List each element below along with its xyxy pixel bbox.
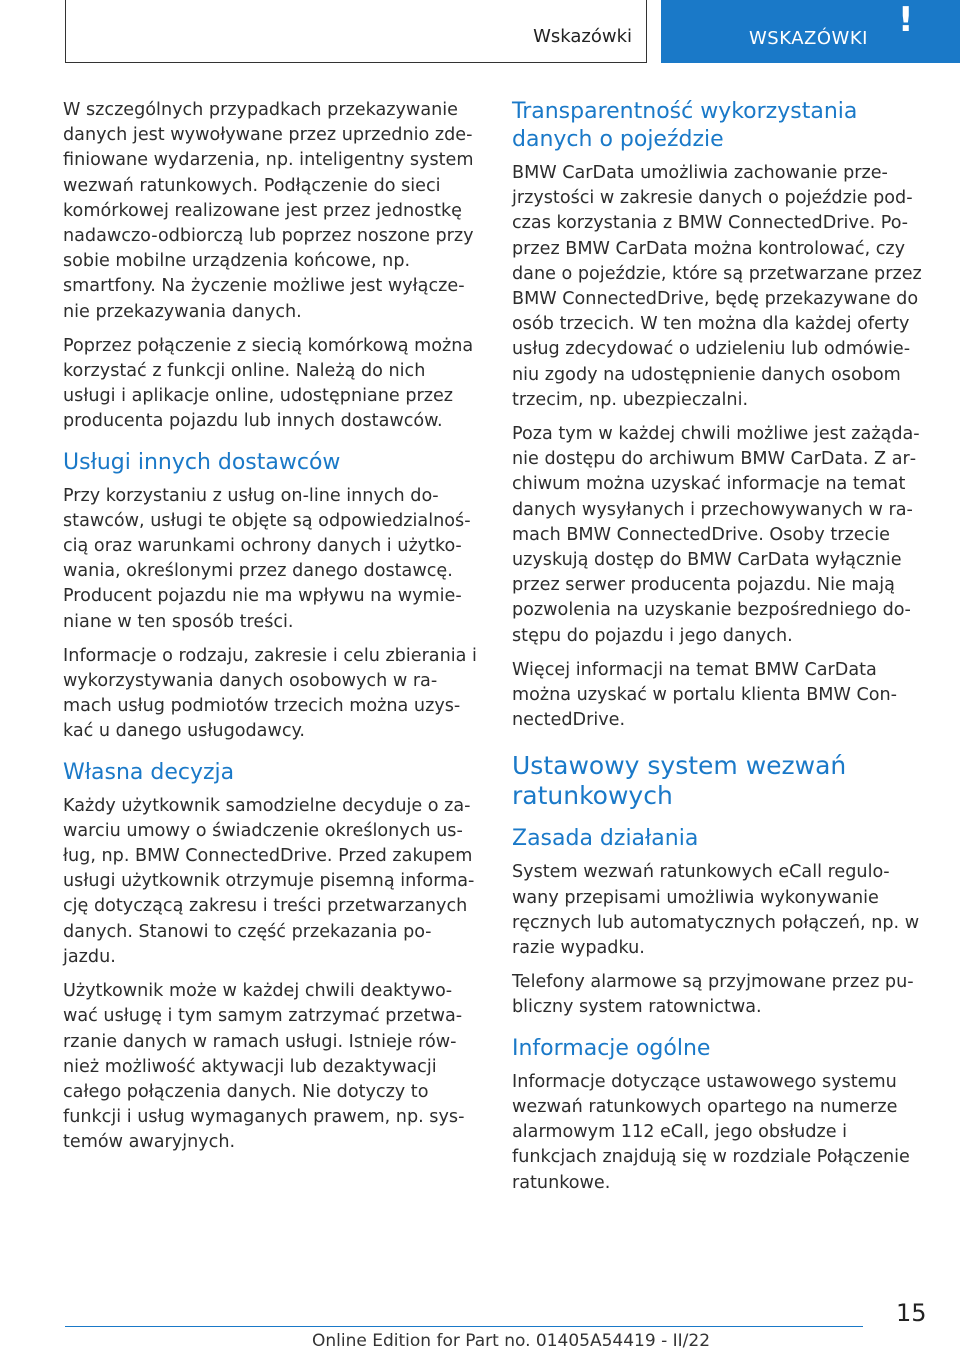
footer-divider — [65, 1326, 863, 1327]
paragraph: Poprzez połączenie z siecią komórkową można korzystać z funkcji online. Należą do nich usługi i aplikacje online, udostępniane przez producenta pojazdu lub innych dostawców. — [63, 335, 474, 432]
heading-third-party-services: Usługi innych dostawców — [63, 449, 341, 475]
heading-transparency: Transparentność wykorzystania danych o pojeździe — [512, 99, 858, 152]
heading-ecall-system: Ustawowy system wezwań ratunkowych — [512, 751, 847, 811]
header-box — [65, 0, 647, 63]
section-title: Wskazówki — [533, 26, 632, 47]
heading-principle: Zasada działania — [512, 826, 699, 852]
heading-general-info: Informacje ogólne — [512, 1035, 711, 1061]
chapter-tab-label: WSKAZÓWKI — [749, 28, 868, 49]
paragraph: Poza tym w każdej chwili możliwe jest zażądanie dostępu do archiwum BMW CarData. Z archiwum można uzyskać informacje na temat danych wysyłanych i przechowywanych w ramach BMW ConnectedDrive. Osoby trzecie uzyskują dostęp do BMW CarData wyłącznie przez serwer producenta pojazdu. Nie mają pozwolenia na uzyskanie bezpośredniego dostępu do pojazdu i jego danych. — [512, 424, 920, 646]
paragraph: W szczególnych przypadkach przekazywanie danych jest wywoływane przez uprzednio zdefiniowane wydarzenia, np. inteligentny system wezwań ratunkowych. Podłączenie do sieci komórkowej realizowane jest przez jednostkę nadawczo-odbiorczą lub poprzez noszone przy sobie mobilne urządzenia końcowe, np. smartfony. Na życzenie możliwe jest wyłączenie przekazywania danych. — [63, 100, 474, 322]
paragraph: Informacje o rodzaju, zakresie i celu zbierania i wykorzystywania danych osobowych w ramach usług podmiotów trzecich można uzyskać u danego usługodawcy. — [63, 645, 477, 742]
paragraph: Informacje dotyczące ustawowego systemu wezwań ratunkowych opartego na numerze alarmowym 112 eCall, jego obsłudze i funkcjach znajdują się w rozdziale Połączenie ratunkowe. — [512, 1071, 910, 1193]
exclamation-icon: ! — [898, 0, 914, 40]
paragraph: Każdy użytkownik samodzielne decyduje o zawarciu umowy o świadczenie określonych usług, np. BMW ConnectedDrive. Przed zakupem usługi użytkownik otrzymuje pisemną informację dotyczącą zakresu i treści przetwarzanych danych. Stanowi to część przekazania pojazdu. — [63, 795, 475, 967]
page-number: 15 — [896, 1299, 927, 1327]
heading-own-decision: Własna decyzja — [63, 759, 235, 785]
right-column — [512, 98, 926, 1205]
paragraph: Użytkownik może w każdej chwili deaktywować usługę i tym samym zatrzymać przetwarzanie danych w ramach usługi. Istnieje również możliwość aktywacji lub dezaktywacji całego połączenia danych. Nie dotyczy to funkcji i usług wymaganych prawem, np. systemów awaryjnych. — [63, 981, 465, 1153]
left-column — [63, 98, 477, 1165]
paragraph: BMW CarData umożliwia zachowanie przejrzystości w zakresie danych o pojeździe podczas korzystania z BMW ConnectedDrive. Poprzez BMW CarData można kontrolować, czy dane o pojeździe, które są przetwarzane przez BMW ConnectedDrive, będę przekazywane do osób trzecich. W ten można dla każdej oferty usług zdecydować o udzieleniu lub odmówieniu zgody na udostępnienie danych osobom trzecim, np. ubezpieczalni. — [512, 163, 922, 410]
paragraph: Więcej informacji na temat BMW CarData można uzyskać w portalu klienta BMW ConnectedDrive. — [512, 659, 898, 731]
paragraph: System wezwań ratunkowych eCall regulowany przepisami umożliwia wykonywanie ręcznych lub automatycznych połączeń, np. w razie wypadku. — [512, 862, 920, 959]
chapter-tab[interactable] — [661, 0, 960, 63]
paragraph: Telefony alarmowe są przyjmowane przez publiczny system ratownictwa. — [512, 972, 914, 1018]
paragraph: Przy korzystaniu z usług on-line innych dostawców, usługi te objęte są odpowiedzialnością oraz warunkami ochrony danych i użytkowania, określonymi przez danego dostawcę. Producent pojazdu nie ma wpływu na wymieniane w ten sposób treści. — [63, 485, 471, 632]
footer-edition: Online Edition for Part no. 01405A54419 - II/22 — [312, 1331, 711, 1351]
